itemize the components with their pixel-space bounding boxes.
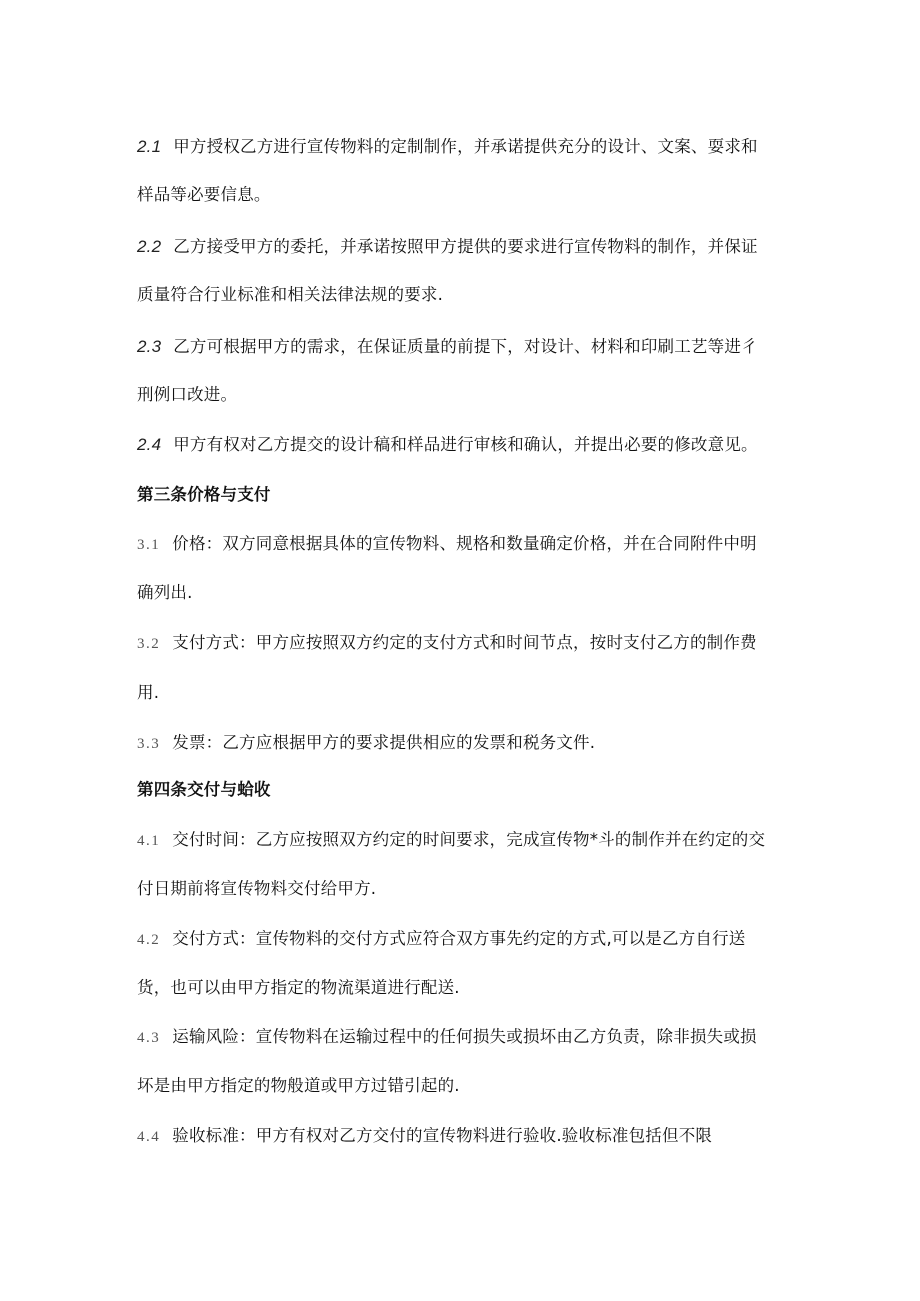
clause-3-1-line-1	[137, 533, 757, 556]
clause-text: 乙方接受甲方的委托，并承诺按照甲方提供的要求进行宣传物料的制作，并保证	[173, 237, 758, 256]
clause-2-1-line-2: 样品等必要信息。	[137, 185, 271, 204]
clause-3-2-line-1	[137, 632, 757, 655]
clause-text: 甲方授权乙方进行宣传物料的定制制作，并承诺提供充分的设计、文案、耍求和	[173, 137, 758, 156]
clause-number: 2.4	[137, 435, 162, 454]
clause-3-1-line-2: 确列出.	[137, 583, 193, 602]
clause-number: 3.1	[137, 537, 161, 553]
clause-4-4-line-1	[137, 1125, 712, 1148]
clause-text: 发票：乙方应根据甲方的要求提供相应的发票和税务文件.	[172, 733, 596, 752]
clause-4-2-line-2: 货，也可以由甲方指定的物流渠道进行配送.	[137, 978, 460, 997]
clause-number: 2.1	[137, 137, 162, 156]
clause-number: 4.2	[137, 932, 161, 948]
clause-text: 交付方式：宣传物料的交付方式应符合双方事先约定的方式,可以是乙方自行送	[172, 929, 746, 948]
section-heading-3: 第三条价格与支付	[137, 485, 271, 504]
clause-4-3-line-2: 坏是由甲方指定的物般道或甲方过错引起的.	[137, 1076, 460, 1095]
clause-text: 交付时间：乙方应按照双方约定的时间要求，完成宣传物*斗的制作并在约定的交	[172, 830, 766, 849]
clause-text: 乙方可根据甲方的需求，在保证质量的前提下，对设计、材料和印刷工艺等进彳	[173, 337, 758, 356]
section-heading-4: 第四条交付与蛤收	[137, 780, 271, 799]
clause-3-2-line-2: 用.	[137, 683, 160, 702]
clause-text: 验收标准：甲方有权对乙方交付的宣传物料进行验收.验收标准包括但不限	[172, 1126, 713, 1145]
clause-number: 2.3	[137, 337, 162, 356]
clause-4-3-line-1	[137, 1026, 757, 1049]
clause-2-4-line-1	[137, 434, 758, 456]
clause-number: 3.3	[137, 736, 161, 752]
clause-3-3-line-1	[137, 732, 595, 755]
clause-text: 价格：双方同意根据具体的宣传物料、规格和数量确定价格，并在合同附件中明	[172, 534, 757, 553]
clause-number: 4.1	[137, 833, 161, 849]
clause-2-3-line-1	[137, 336, 758, 358]
clause-2-3-line-2: 刑例口改进。	[137, 385, 238, 404]
clause-2-2-line-1	[137, 236, 758, 258]
clause-text: 甲方有权对乙方提交的设计稿和样品进行审核和确认，并提出必要的修改意见。	[173, 435, 758, 454]
clause-number: 3.2	[137, 636, 161, 652]
clause-4-1-line-1	[137, 829, 765, 852]
clause-4-1-line-2: 付日期前将宣传物料交付给甲方.	[137, 879, 377, 898]
clause-text: 支付方式：甲方应按照双方约定的支付方式和时间节点，按时支付乙方的制作费	[172, 633, 757, 652]
clause-2-2-line-2: 质量符合行业标准和相关法律法规的要求.	[137, 285, 444, 304]
clause-4-2-line-1	[137, 928, 746, 951]
clause-2-1-line-1	[137, 136, 758, 158]
clause-text: 运输风险：宣传物料在运输过程中的任何损失或损坏由乙方负责，除非损失或损	[172, 1027, 757, 1046]
clause-number: 2.2	[137, 237, 162, 256]
clause-number: 4.3	[137, 1030, 161, 1046]
clause-number: 4.4	[137, 1129, 161, 1145]
